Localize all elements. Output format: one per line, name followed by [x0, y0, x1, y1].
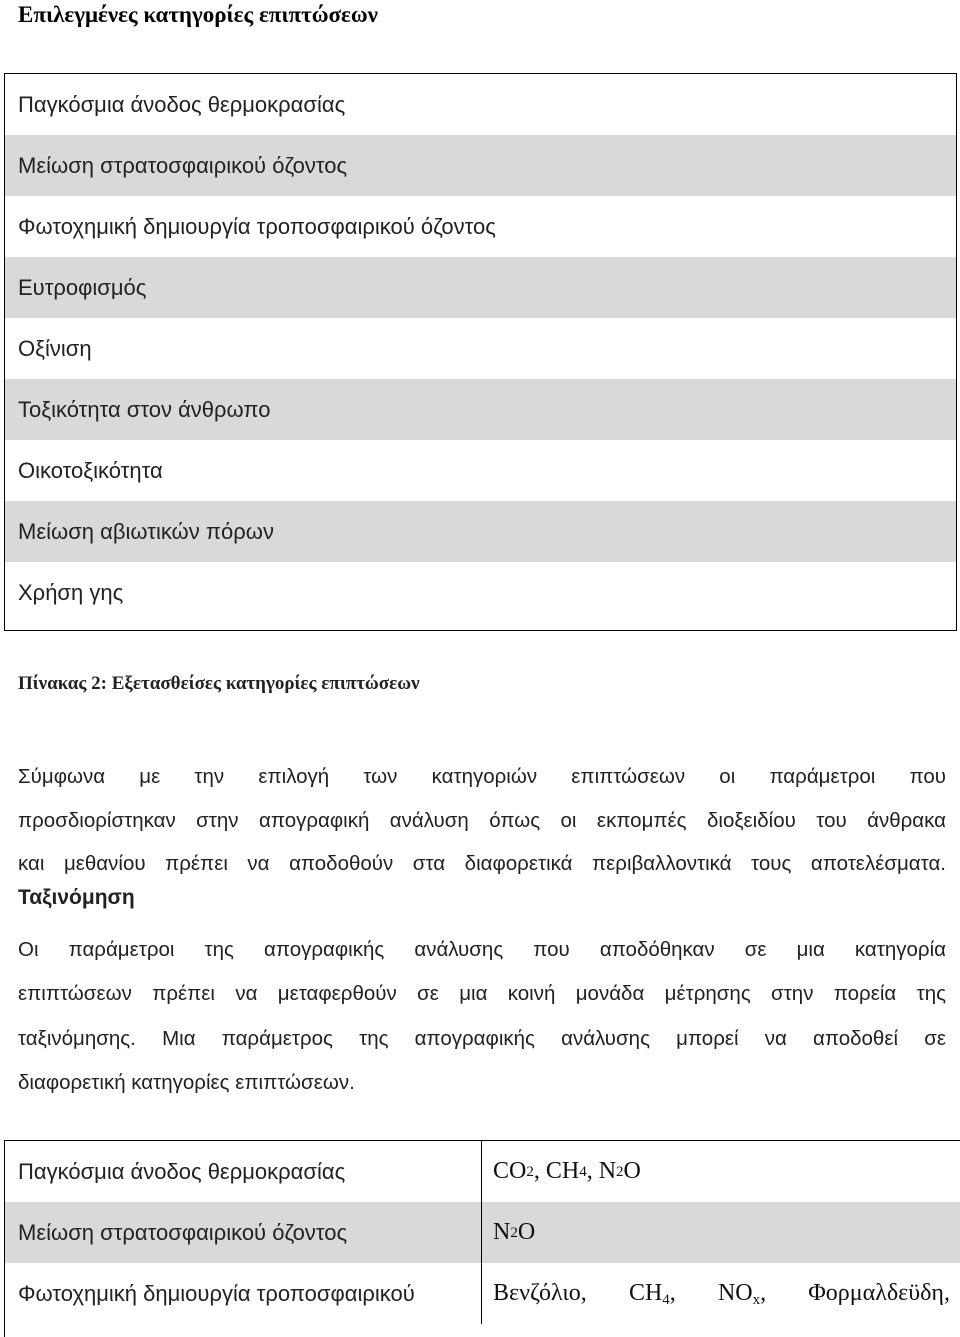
formula-part: O: [623, 1158, 641, 1184]
paragraph-line: και μεθανίου πρέπει να αποδοθούν στα διαφορετικά περιβαλλοντικά τους αποτελέσματα.: [18, 852, 946, 875]
category-label: Φωτοχημική δημιουργία τροποσφαιρικού όζοντος: [18, 213, 496, 239]
category-row: [5, 562, 956, 623]
formula-part: NO: [717, 1280, 753, 1306]
category-label: Οξίνιση: [18, 335, 92, 361]
category-cell: Παγκόσμια άνοδος θερμοκρασίας: [5, 1141, 482, 1202]
category-row: [5, 440, 956, 501]
formula-group: [718, 1280, 766, 1307]
formula-group: [629, 1280, 676, 1307]
table-row: [5, 1141, 960, 1202]
category-label: Τοξικότητα στον άνθρωπο: [18, 396, 271, 422]
page-heading: Επιλεγμένες κατηγορίες επιπτώσεων: [18, 2, 378, 27]
table-row: [5, 1263, 960, 1324]
formula-subscript: 4: [662, 1292, 670, 1308]
formula-part: O: [517, 1219, 536, 1245]
paragraph-line: διαφορετική κατηγορίες επιπτώσεων.: [18, 1070, 355, 1094]
category-row: [5, 257, 956, 318]
formula-part: , N: [586, 1158, 617, 1184]
category-row: [5, 74, 956, 135]
substances-cell: N 2 O: [493, 1219, 536, 1245]
category-label: Μείωση αβιωτικών πόρων: [18, 518, 274, 544]
category-label: Μείωση στρατοσφαιρικού όζοντος: [18, 152, 348, 178]
paragraph-line: προσδιορίστηκαν στην απογραφική ανάλυση όπως οι εκπομπές διοξειδίου του άνθρακα: [18, 808, 946, 832]
paragraph-line: επιπτώσεων πρέπει να μεταφερθούν σε μια κοινή μονάδα μέτρησης στην πορεία της: [18, 982, 946, 1006]
category-label: Ευτροφισμός: [18, 274, 147, 300]
formula-subscript: x: [752, 1292, 761, 1308]
paragraph-line: Σύμφωνα με την επιλογή των κατηγοριών επιπτώσεων οι παράμετροι που: [18, 765, 946, 788]
category-row: [5, 379, 956, 440]
paragraph-line: ταξινόμησης. Μια παράμετρος της απογραφικής ανάλυσης μπορεί να αποδοθεί σε: [18, 1026, 946, 1050]
category-cell: Φωτοχημική δημιουργία τροποσφαιρικού: [5, 1263, 482, 1324]
category-row: [5, 196, 956, 257]
paragraph-classification: [18, 928, 946, 1105]
substances-cell: CO 2 , CH 4 , N 2 O: [493, 1158, 641, 1184]
impact-categories-table: [4, 73, 957, 631]
category-row: [5, 501, 956, 562]
table-caption: Πίνακας 2: Εξετασθείσες κατηγορίες επιπτώσεων: [18, 673, 420, 694]
formula-part: ,: [760, 1280, 767, 1306]
formula-part: CO: [493, 1158, 527, 1184]
formula-part: ,: [669, 1280, 676, 1306]
category-cell: Μείωση στρατοσφαιρικού όζοντος: [5, 1202, 482, 1263]
formula-part: N: [493, 1219, 511, 1245]
substances-cell: [482, 1263, 960, 1324]
formula-part: Βενζόλιο,: [493, 1280, 587, 1306]
section-title: Ταξινόμηση: [18, 886, 135, 909]
paragraph-line: Οι παράμετροι της απογραφικής ανάλυσης που αποδόθηκαν σε μια κατηγορία: [18, 938, 946, 961]
formula-part: CH: [628, 1280, 663, 1306]
category-label: Χρήση γης: [18, 579, 124, 605]
paragraph-impact-assignment: [18, 755, 946, 886]
formula-part: , CH: [533, 1158, 580, 1184]
formula-part: Φορμαλδεϋδη,: [808, 1280, 950, 1306]
table-row: [5, 1202, 960, 1263]
category-row: [5, 135, 956, 196]
category-row: [5, 318, 956, 379]
classification-table: [4, 1140, 960, 1337]
category-label: Οικοτοξικότητα: [18, 457, 163, 483]
category-label: Παγκόσμια άνοδος θερμοκρασίας: [18, 91, 346, 117]
